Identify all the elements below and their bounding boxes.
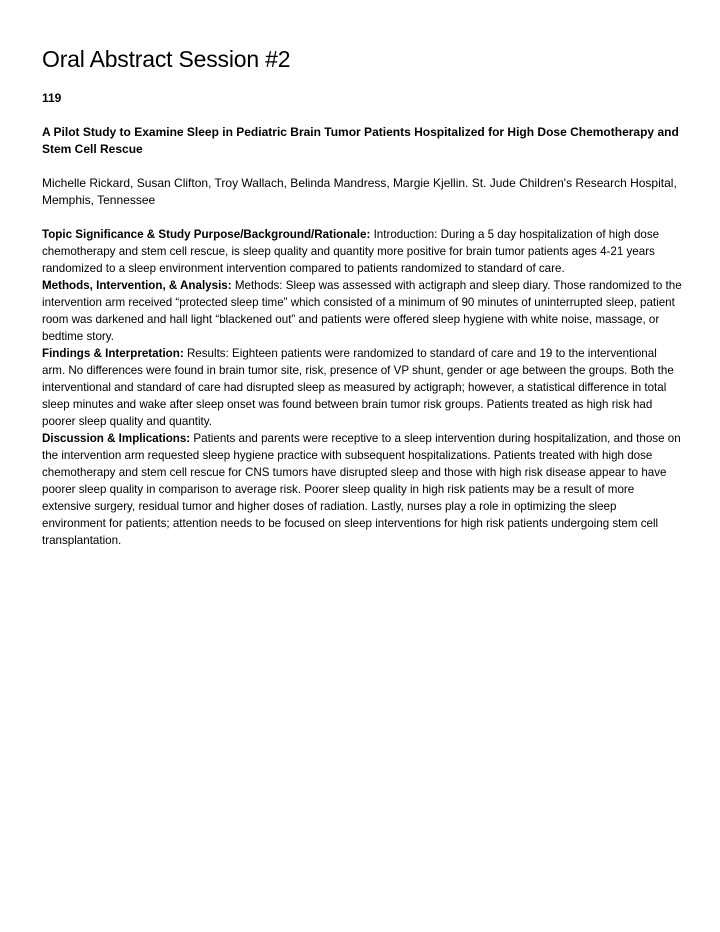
section-text: Methods: Sleep was assessed with actigraph and sleep diary. Those randomized to the intervention arm received “protected sleep time” which consisted of a minimum of 90 minutes of uninterrupted sleep, patient room was darkened and hall light “blackened out” and patients were offered sleep hygiene with white noise, massage, or bedtime story. bbox=[42, 279, 682, 343]
section-label: Discussion & Implications: bbox=[42, 432, 191, 445]
abstract-body bbox=[42, 226, 682, 549]
section-text: Introduction: During a 5 day hospitalization of high dose chemotherapy and stem cell rescue, is sleep quality and quantity more positive for brain tumor patients ages 4-21 years randomized to a sleep environment intervention compared to patients randomized to standard of care. bbox=[42, 228, 660, 275]
abstract-page bbox=[42, 44, 682, 549]
section-label: Methods, Intervention, & Analysis: bbox=[42, 279, 232, 292]
section-text: Results: Eighteen patients were randomized to standard of care and 19 to the interventional arm. No differences were found in brain tumor site, risk, presence of VP shunt, gender or age between the groups. Both the interventional and standard of care had disrupted sleep as measured by actigraph; however, a statistical difference in total sleep minutes and wake after sleep onset was found between brain tumor risk groups. Patients treated as high risk had poorer sleep quality and quantity. bbox=[42, 347, 674, 428]
section-discussion bbox=[42, 430, 682, 549]
abstract-number: 119 bbox=[42, 91, 62, 105]
section-text: Patients and parents were receptive to a sleep intervention during hospitalization, and those on the intervention arm requested sleep hygiene practice with subsequent hospitalizations. Patients treated with high dose chemotherapy and stem cell rescue for CNS tumors have disrupted sleep and those with high risk disease appear to have poorer sleep quality in comparison to average risk. Poorer sleep quality in high risk patients may be a result of more extensive surgery, residual tumor and higher doses of radiation. Lastly, nurses play a role in optimizing the sleep environment for patients; attention needs to be focused on sleep interventions for high risk patients undergoing stem cell transplantation. bbox=[42, 432, 681, 547]
abstract-title: A Pilot Study to Examine Sleep in Pediatric Brain Tumor Patients Hospitalized for High Dose Chemotherapy and Stem Cell Rescue bbox=[42, 125, 679, 156]
session-title: Oral Abstract Session #2 bbox=[42, 46, 291, 72]
section-methods bbox=[42, 277, 682, 345]
section-label: Findings & Interpretation: bbox=[42, 347, 184, 360]
section-label: Topic Significance & Study Purpose/Background/Rationale: bbox=[42, 228, 371, 241]
section-findings bbox=[42, 345, 682, 430]
section-background bbox=[42, 226, 682, 277]
authors-affiliation: Michelle Rickard, Susan Clifton, Troy Wallach, Belinda Mandress, Margie Kjellin. St. Jude Children's Research Hospital, Memphis, Tennessee bbox=[42, 176, 677, 207]
